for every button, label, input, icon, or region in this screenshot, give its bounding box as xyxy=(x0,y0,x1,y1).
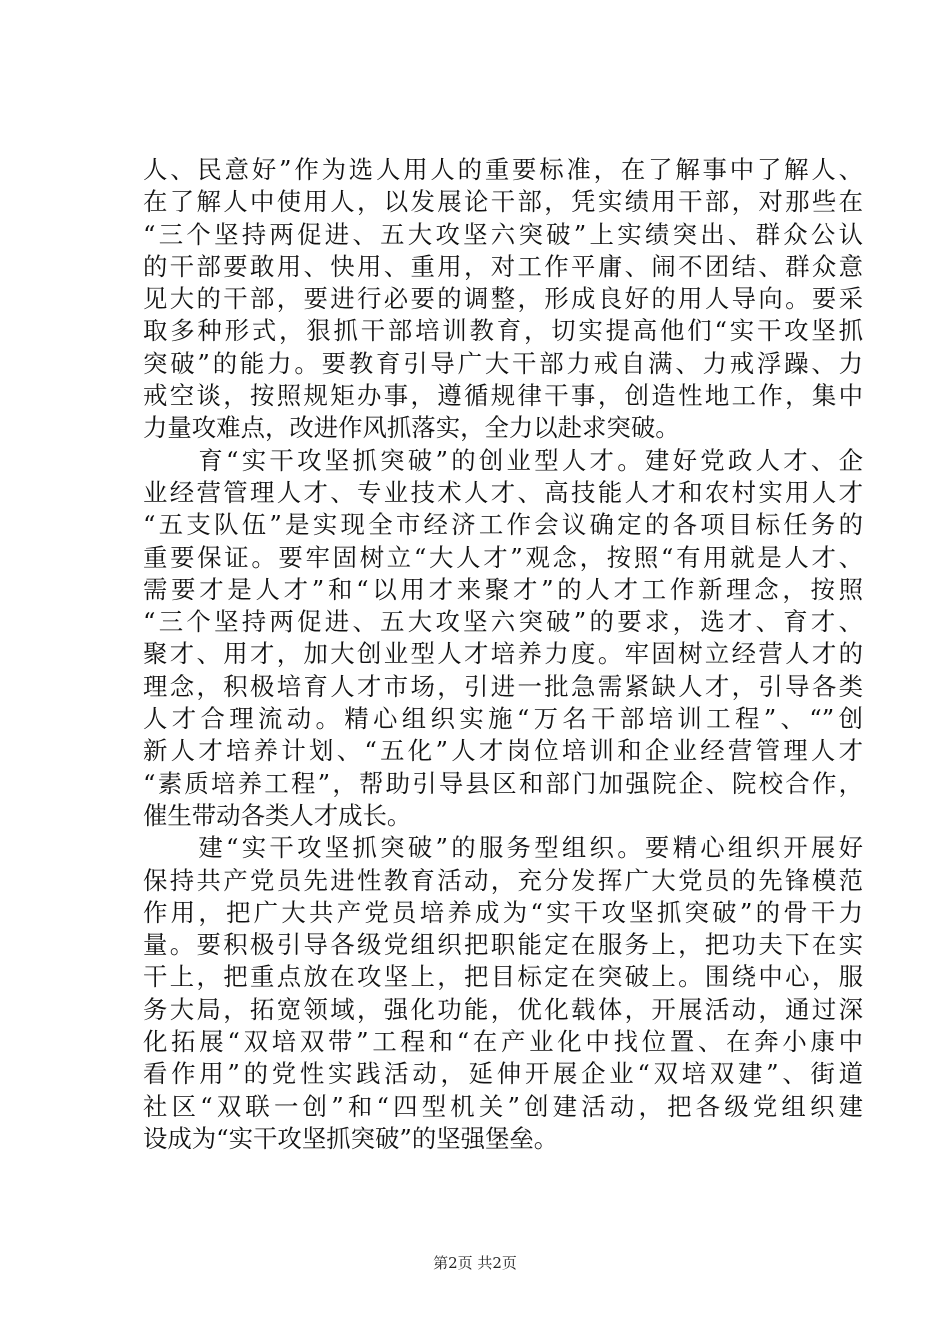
text-line: 理念，积极培育人才市场，引进一批急需紧缺人才，引导各类 xyxy=(143,671,863,701)
text-line: 聚才、用才，加大创业型人才培养力度。牢固树立经营人才的 xyxy=(143,639,863,669)
text-line: 戒空谈，按照规矩办事，遵循规律干事，创造性地工作，集中 xyxy=(143,381,863,411)
paragraph-3 xyxy=(143,832,863,1155)
text-line: 务大局，拓宽领域，强化功能，优化载体，开展活动，通过深 xyxy=(143,994,863,1024)
text-line: 需要才是人才”和“以用才来聚才”的人才工作新理念，按照 xyxy=(143,574,863,604)
text-line: 干上，把重点放在攻坚上，把目标定在突破上。围绕中心，服 xyxy=(143,962,863,992)
text-line: 保持共产党员先进性教育活动，充分发挥广大党员的先锋模范 xyxy=(143,865,863,895)
text-line: 力量攻难点，改进作风抓落实，全力以赴求突破。 xyxy=(143,413,680,443)
text-line: 催生带动各类人才成长。 xyxy=(143,800,412,830)
text-line: 突破”的能力。要教育引导广大干部力戒自满、力戒浮躁、力 xyxy=(143,348,863,378)
text-line: 新人才培养计划、“五化”人才岗位培训和企业经营管理人才 xyxy=(143,736,863,766)
text-line: 设成为“实干攻坚抓突破”的坚强堡垒。 xyxy=(143,1123,559,1153)
page-number-label: 第2页 共2页 xyxy=(433,1254,517,1272)
page-footer xyxy=(0,1253,950,1273)
paragraph-2 xyxy=(143,445,863,833)
text-line: “五支队伍”是实现全市经济工作会议确定的各项目标任务的 xyxy=(143,510,863,540)
text-line: 作用，把广大共产党员培养成为“实干攻坚抓突破”的骨干力 xyxy=(143,897,863,927)
text-line: 人、民意好”作为选人用人的重要标准，在了解事中了解人、 xyxy=(143,155,863,184)
text-line: “三个坚持两促进、五大攻坚六突破”的要求，选才、育才、 xyxy=(143,607,863,637)
paragraph-1 xyxy=(143,154,863,445)
text-line: 取多种形式，狠抓干部培训教育，切实提高他们“实干攻坚抓 xyxy=(143,316,863,346)
text-line: “三个坚持两促进、五大攻坚六突破”上实绩突出、群众公认 xyxy=(143,219,863,249)
text-line: 见大的干部，要进行必要的调整，形成良好的用人导向。要采 xyxy=(143,284,863,314)
text-line: 重要保证。要牢固树立“大人才”观念，按照“有用就是人才、 xyxy=(143,542,863,572)
text-line: 社区“双联一创”和“四型机关”创建活动，把各级党组织建 xyxy=(143,1091,863,1121)
text-line: 化拓展“双培双带”工程和“在产业化中找位置、在奔小康中 xyxy=(143,1027,863,1057)
document-body xyxy=(143,154,863,1155)
text-line: 育“实干攻坚抓突破”的创业型人才。建好党政人才、企 xyxy=(143,445,863,475)
text-line: 量。要积极引导各级党组织把职能定在服务上，把功夫下在实 xyxy=(143,930,863,960)
text-line: 业经营管理人才、专业技术人才、高技能人才和农村实用人才 xyxy=(143,477,863,507)
text-line: 看作用”的党性实践活动，延伸开展企业“双培双建”、街道 xyxy=(143,1059,863,1089)
text-line: 人才合理流动。精心组织实施“万名干部培训工程”、“”创 xyxy=(143,704,863,734)
text-line: 的干部要敢用、快用、重用，对工作平庸、闹不团结、群众意 xyxy=(143,251,863,281)
text-line: “素质培养工程”，帮助引导县区和部门加强院企、院校合作， xyxy=(143,768,863,798)
text-line: 建“实干攻坚抓突破”的服务型组织。要精心组织开展好 xyxy=(143,833,863,863)
text-line: 在了解人中使用人，以发展论干部，凭实绩用干部，对那些在 xyxy=(143,187,863,217)
